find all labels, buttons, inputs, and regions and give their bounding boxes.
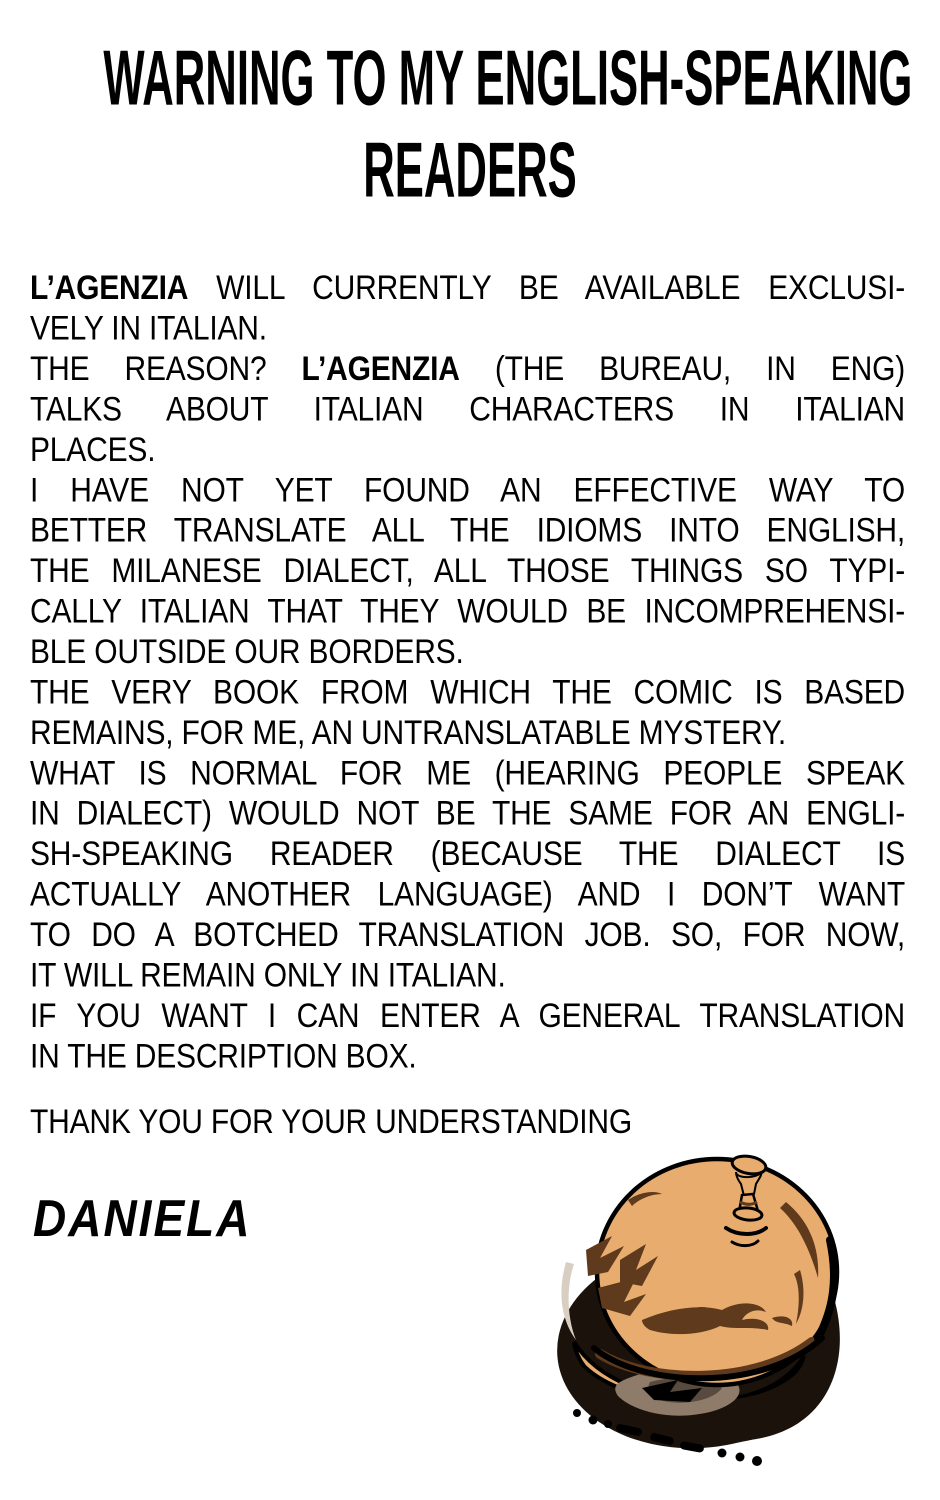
body-line-text: CALLY ITALIAN THAT THEY WOULD BE INCOMPREHENSI- bbox=[30, 592, 905, 631]
body-line bbox=[30, 834, 905, 874]
body-line bbox=[30, 349, 905, 389]
body-line bbox=[30, 430, 905, 470]
body-line bbox=[30, 915, 905, 955]
body-line-text: IN DIALECT) WOULD NOT BE THE SAME FOR AN ENGLI- bbox=[30, 794, 905, 833]
body-line-text: THE VERY BOOK FROM WHICH THE COMIC IS BASED bbox=[30, 673, 905, 712]
body-line-text: IN THE DESCRIPTION BOX. bbox=[30, 1037, 417, 1076]
body-line bbox=[30, 551, 905, 591]
body-line-text: IF YOU WANT I CAN ENTER A GENERAL TRANSLATION bbox=[30, 996, 905, 1035]
body-line-text: IT WILL REMAIN ONLY IN ITALIAN. bbox=[30, 956, 506, 995]
body-line-text: WHAT IS NORMAL FOR ME (HEARING PEOPLE SPEAK bbox=[30, 754, 905, 793]
body-line-text: WILL CURRENTLY BE AVAILABLE EXCLUSI- bbox=[188, 269, 905, 308]
body-line bbox=[30, 268, 905, 308]
body-line bbox=[30, 996, 905, 1036]
body-line-text: I HAVE NOT YET FOUND AN EFFECTIVE WAY TO bbox=[30, 471, 905, 510]
body-line bbox=[30, 753, 905, 793]
body-line-text: (THE BUREAU, IN ENG) bbox=[459, 350, 905, 389]
body-line-text: THE MILANESE DIALECT, ALL THOSE THINGS SO TYPI- bbox=[30, 552, 905, 591]
body-line-text: BLE OUTSIDE OUR BORDERS. bbox=[30, 632, 464, 672]
body-line bbox=[30, 591, 905, 631]
body-line-emphasis: L’AGENZIA bbox=[301, 350, 460, 389]
body-line bbox=[30, 874, 905, 914]
page-title-line2: READERS bbox=[363, 125, 577, 214]
body-line-emphasis: L’AGENZIA bbox=[30, 269, 189, 308]
body-line-text: THE REASON? bbox=[30, 350, 302, 389]
body-line-text: TO DO A BOTCHED TRANSLATION JOB. SO, FOR NOW, bbox=[30, 915, 905, 955]
body-line-text: REMAINS, FOR ME, AN UNTRANSLATABLE MYSTERY. bbox=[30, 713, 787, 752]
body-line bbox=[30, 794, 905, 834]
body-line bbox=[30, 955, 905, 995]
body-line-text: PLACES. bbox=[30, 430, 156, 469]
body-text bbox=[30, 268, 905, 1077]
body-line bbox=[30, 511, 905, 551]
body-line bbox=[30, 470, 905, 510]
body-line-text: ACTUALLY ANOTHER LANGUAGE) AND I DON’T WANT bbox=[30, 875, 905, 914]
body-line-text: VELY IN ITALIAN. bbox=[30, 309, 267, 348]
page-title-line1: WARNING TO MY ENGLISH-SPEAKING bbox=[103, 33, 913, 122]
body-line-text: BETTER TRANSLATE ALL THE IDIOMS INTO ENGLISH, bbox=[30, 511, 905, 550]
body-line bbox=[30, 1036, 905, 1076]
body-line bbox=[30, 672, 905, 712]
body-line-text: TALKS ABOUT ITALIAN CHARACTERS IN ITALIAN bbox=[30, 390, 905, 429]
signature: DANIELA bbox=[33, 1188, 252, 1248]
body-line-text: SH-SPEAKING READER (BECAUSE THE DIALECT IS bbox=[30, 835, 905, 874]
body-line bbox=[30, 632, 905, 672]
desk-bell-icon bbox=[550, 1150, 850, 1480]
body-line bbox=[30, 713, 905, 753]
body-line bbox=[30, 308, 905, 348]
closing-thanks: THANK YOU FOR YOUR UNDERSTANDING bbox=[30, 1103, 632, 1142]
page-title bbox=[0, 32, 940, 216]
body-line bbox=[30, 389, 905, 429]
